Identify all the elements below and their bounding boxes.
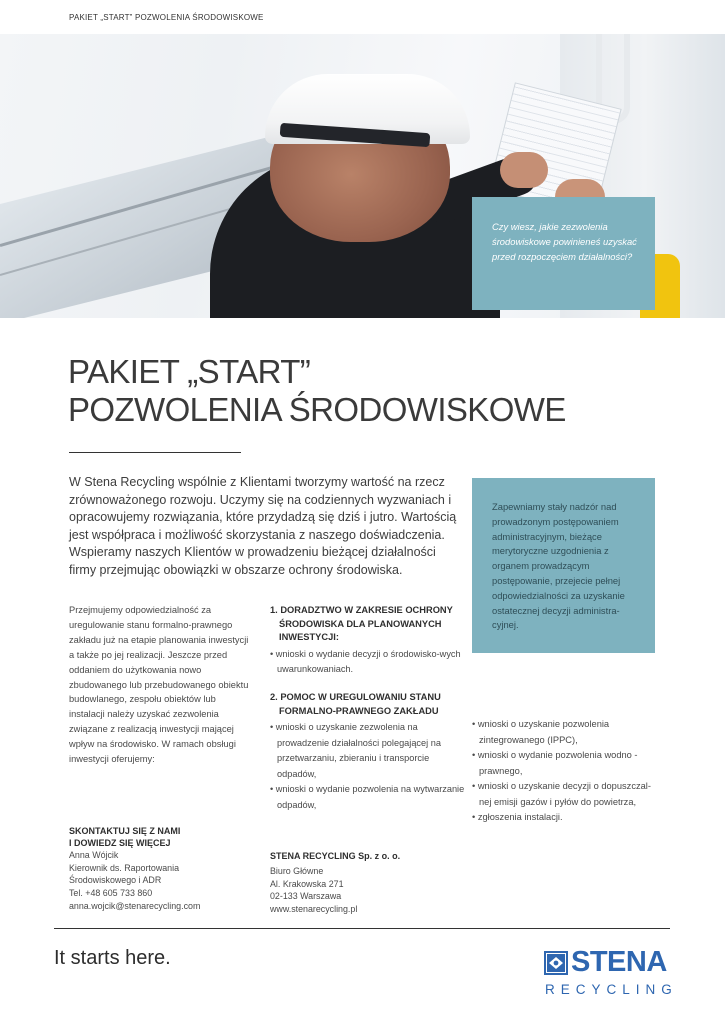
section-formal-legal xyxy=(270,691,470,813)
worker-hand xyxy=(500,152,548,188)
contact-email-link[interactable]: anna.wojcik@stenarecycling.com xyxy=(69,900,201,911)
office-address-block xyxy=(270,850,460,916)
stena-recycling-logo[interactable] xyxy=(543,946,678,1002)
section-title-line: FORMALNO-PRAWNEGO ZAKŁADU xyxy=(279,705,439,716)
contact-heading-line: I DOWIEDZ SIĘ WIĘCEJ xyxy=(69,838,171,848)
list-item: • wnioski o wydanie pozwolenia na wytwarzanie odpadów, xyxy=(270,784,465,810)
footer-tagline: It starts here. xyxy=(54,947,171,969)
office-line: 02-133 Warszawa xyxy=(270,891,342,902)
list-item: • wnioski o uzyskanie decyzji o dopuszczal-nej emisji gazów i pyłów do powietrza, xyxy=(472,781,651,807)
section-title-line: 2. POMOC W UREGULOWANIU STANU xyxy=(270,692,441,702)
intro-column-text: Przejmujemy odpowiedzialność za uregulowanie stanu formalno-prawnego zakładu już na etapie planowania inwestycji a także po jej realizacji. Jeszcze przed oddaniem do użytkowania nowo zbudowanego lub przebudowanego obiektu budowlanego, zespołu obiektów lub instalacji należy uzyskać zezwolenia związane z realizacją inwestycji mającej wpływ na środowisko. W ramach obsługi inwestycji oferujemy: xyxy=(69,605,249,765)
list-item: • zgłoszenia instalacji. xyxy=(472,812,563,822)
office-line: Al. Krakowska 271 xyxy=(270,878,344,889)
stena-emblem-icon xyxy=(544,951,568,975)
contact-phone[interactable]: Tel. +48 605 733 860 xyxy=(69,888,153,899)
list-item: • wnioski o uzyskanie pozwolenia zintegrowanego (IPPC), xyxy=(472,719,610,745)
list-item: • wnioski o uzyskanie zezwolenia na prowadzenie działalności polegającej na przetwarzaniu, zbieraniu i transporcie odpadów, xyxy=(270,722,441,779)
logo-wordmark: STENA xyxy=(571,946,667,978)
page-title-line: PAKIET „START” xyxy=(68,353,311,390)
section-formal-legal-continued xyxy=(472,717,662,826)
section-advisory xyxy=(270,604,470,678)
contact-heading-line: SKONTAKTUJ SIĘ Z NAMI xyxy=(69,826,181,836)
supervision-callout-text: Zapewniamy stały nadzór nad prowadzonym postępowaniem administracyjnym, bieżące merytoryczne uzgodnienia z organem prowadzącym postępowanie, przejecie pełnej odpowiedzialności za uzyskanie ostatecznej decyzji administra-cyjnej. xyxy=(492,501,625,631)
contact-block xyxy=(69,825,259,913)
page-title xyxy=(68,353,568,429)
title-divider xyxy=(69,452,241,453)
contact-name: Anna Wójcik xyxy=(69,850,119,860)
office-line: Biuro Główne xyxy=(270,865,324,876)
logo-subtitle: RECYCLING xyxy=(545,982,678,997)
section-formal-legal-title xyxy=(270,691,470,718)
question-callout-text: Czy wiesz, jakie zezwolenia środowiskowe powinieneś uzyskać przed rozpoczęciem działalności? xyxy=(492,221,637,262)
section-title-line: ŚRODOWISKA DLA PLANOWANYCH xyxy=(279,618,442,629)
section-title-line: 1. DORADZTWO W ZAKRESIE OCHRONY xyxy=(270,605,453,615)
website-link[interactable]: www.stenarecycling.pl xyxy=(270,904,358,915)
contact-role: Kierownik ds. Raportowania xyxy=(69,862,180,873)
document-header-label: PAKIET „START” POZWOLENIA ŚRODOWISKOWE xyxy=(69,13,264,22)
contact-heading xyxy=(69,825,259,849)
supervision-callout xyxy=(472,478,655,653)
page-title-line: POZWOLENIA ŚRODOWISKOWE xyxy=(68,391,566,428)
lead-paragraph: W Stena Recycling wspólnie z Klientami tworzymy wartość na rzecz zrównoważonego rozwoju. Uczymy się na codziennych wyzwaniach i opracowujemy rozwiązania, które przydadzą się dziś i jutro. Wartością jest współpraca i możliwość skorzystania z naszego doświadczenia. Wspieramy naszych Klientów w prowadzeniu bieżącej działalności firmy przejmując obowiązki w obszarze ochrony środowiska. xyxy=(69,475,457,577)
question-callout xyxy=(472,197,655,310)
list-item: • wnioski o wydanie decyzji o środowisko-wych uwarunkowaniach. xyxy=(270,648,461,674)
company-name: STENA RECYCLING Sp. z o. o. xyxy=(270,851,401,861)
contact-role: Środowiskowego i ADR xyxy=(69,875,162,886)
list-item: • wnioski o wydanie pozwolenia wodno -prawnego, xyxy=(472,750,638,776)
section-title-line: INWESTYCJI: xyxy=(279,632,339,642)
footer-divider xyxy=(54,928,670,929)
section-advisory-title xyxy=(270,604,470,645)
